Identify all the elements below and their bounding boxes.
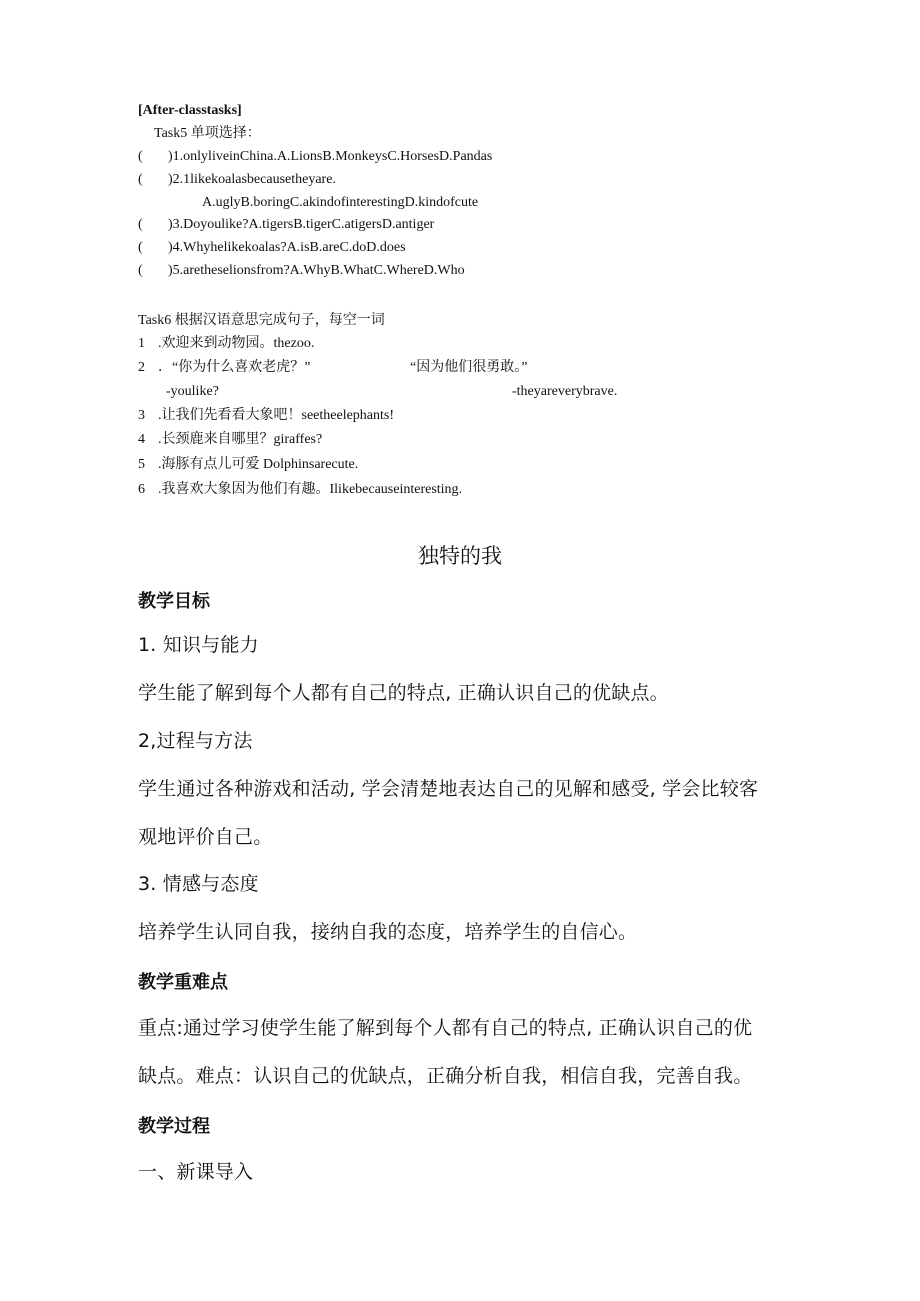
- item-text: -youlike?: [166, 384, 219, 399]
- task5-item-2-options: [202, 194, 478, 212]
- objective-knowledge-heading: 1. 知识与能力: [138, 634, 259, 656]
- task5-item-5: [138, 262, 465, 280]
- after-class-header: [After-classtasks]: [138, 103, 242, 118]
- task6-item-1: [138, 335, 314, 353]
- task5-item-4: [138, 239, 406, 257]
- item-text: .长颈鹿来自哪里？giraffes?: [158, 432, 323, 447]
- objective-knowledge-text: 学生能了解到每个人都有自己的特点, 正确认识自己的优缺点。: [138, 682, 669, 704]
- item-number: 2: [138, 360, 145, 375]
- task6-item-2-answer-right: -theyareverybrave.: [512, 384, 618, 399]
- item-text: .我喜欢大象因为他们有趣。Ilikebecauseinteresting.: [158, 482, 463, 497]
- answer-blank-paren: (: [138, 240, 143, 255]
- objectives-heading: 教学目标: [138, 591, 210, 612]
- item-number: 3: [138, 408, 145, 423]
- task6-item-3: [138, 407, 394, 425]
- item-text: .海豚有点儿可爱 Dolphinsarecute.: [158, 457, 359, 472]
- item-text: ．“你为什么喜欢老虎？”: [158, 360, 311, 375]
- answer-blank-paren: (: [138, 217, 143, 232]
- objective-attitude-heading: 3. 情感与态度: [138, 873, 259, 895]
- key-points-text-line2: 缺点。难点：认识自己的优缺点，正确分析自我，相信自我，完善自我。: [138, 1065, 753, 1087]
- objective-process-text-line1: 学生通过各种游戏和活动, 学会清楚地表达自己的见解和感受, 学会比较客: [138, 778, 759, 800]
- task5-item-3: [138, 216, 434, 234]
- task6-item-2: [138, 359, 310, 377]
- lesson-title: 独特的我: [418, 544, 502, 568]
- answer-blank-paren: (: [138, 172, 143, 187]
- item-number: 1: [138, 336, 145, 351]
- objective-process-heading: 2,过程与方法: [138, 730, 253, 752]
- question-text: )2.1likekoalasbecausetheyare.: [168, 172, 336, 187]
- objective-process-text-line2: 观地评价自己。: [138, 826, 273, 848]
- key-points-text-line1: 重点:通过学习使学生能了解到每个人都有自己的特点, 正确认识自己的优: [138, 1017, 753, 1039]
- question-text: )5.aretheselionsfrom?A.WhyB.WhatC.WhereD.Who: [168, 263, 465, 278]
- task6-title: Task6 根据汉语意思完成句子，每空一词: [138, 313, 385, 328]
- process-heading: 教学过程: [138, 1116, 210, 1137]
- task6-item-2-answer-left: [166, 383, 219, 401]
- answer-blank-paren: (: [138, 149, 143, 164]
- item-number: 6: [138, 482, 145, 497]
- task5-item-2: [138, 171, 336, 189]
- process-step-intro: 一、新课导入: [138, 1161, 254, 1183]
- question-text: )3.Doyoulike?A.tigersB.tigerC.atigersD.antiger: [168, 217, 435, 232]
- question-text: )4.Whyhelikekoalas?A.isB.areC.doD.does: [168, 240, 406, 255]
- objective-attitude-text: 培养学生认同自我，接纳自我的态度，培养学生的自信心。: [138, 921, 638, 943]
- task6-item-6: [138, 481, 462, 499]
- task5-item-1: [138, 148, 492, 166]
- task6-item-2-right: “因为他们很勇敢。”: [410, 360, 528, 375]
- task6-item-5: [138, 456, 358, 474]
- key-points-heading: 教学重难点: [138, 972, 228, 993]
- item-number: 5: [138, 457, 145, 472]
- item-number: 4: [138, 432, 145, 447]
- item-text: .欢迎来到动物园。thezoo.: [158, 336, 315, 351]
- question-options: A.uglyB.boringC.akindofinterestingD.kindofcute: [202, 195, 479, 210]
- answer-blank-paren: (: [138, 263, 143, 278]
- task6-item-4: [138, 431, 322, 449]
- item-text: .让我们先看看大象吧！seetheelephants!: [158, 408, 395, 423]
- task5-title: Task5 单项选择：: [154, 126, 261, 141]
- question-text: )1.onlyliveinChina.A.LionsB.MonkeysC.HorsesD.Pandas: [168, 149, 493, 164]
